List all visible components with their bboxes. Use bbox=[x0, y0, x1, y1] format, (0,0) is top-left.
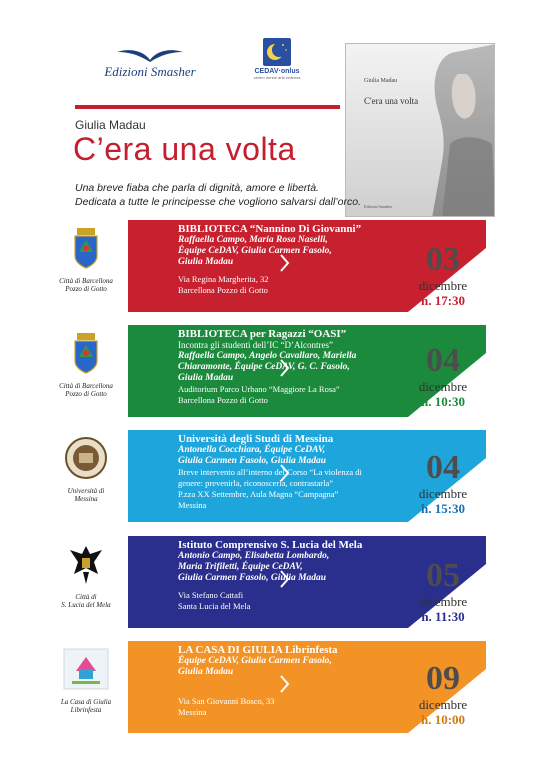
book-author: Giulia Madau bbox=[364, 78, 398, 84]
author-name: Giulia Madau bbox=[75, 118, 146, 132]
smasher-logo bbox=[90, 46, 210, 80]
event-details bbox=[178, 433, 418, 511]
event-address-2: Barcellona Pozzo di Gotto bbox=[178, 395, 268, 405]
event-date bbox=[403, 661, 483, 728]
partner-subtitle: centro donne anti violenza bbox=[253, 75, 301, 80]
event-date bbox=[403, 558, 483, 625]
event-people-1: Antonella Cocchiara, Équipe CeDAV, bbox=[178, 445, 326, 455]
event-people-3: Giulia Madau bbox=[178, 373, 234, 383]
event-address-1: Via San Giovanni Bosco, 33 bbox=[178, 696, 275, 706]
logo-caption-1: Città di Barcellona bbox=[59, 277, 113, 285]
event-logo bbox=[50, 226, 122, 293]
event-time: h. 15:30 bbox=[420, 501, 466, 516]
publisher-name: Edizioni Smasher bbox=[104, 64, 196, 79]
event-logo bbox=[50, 647, 122, 714]
event-address-1: Auditorium Parco Urbano “Maggiore La Rosa” bbox=[178, 384, 340, 394]
event-people-1: Équipe CeDAV, Giulia Carmen Fasolo, bbox=[178, 656, 332, 666]
logo-caption-1: Città di bbox=[75, 593, 97, 601]
tagline-line-2: Dedicata a tutte le principesse che vogliono salvarsi dall’orco. bbox=[75, 196, 361, 208]
event-address-2: genere: prevenirla, riconoscerla, contrastarla” bbox=[178, 478, 334, 488]
title-rule bbox=[75, 105, 340, 109]
event-venue: Università degli Studi di Messina bbox=[178, 433, 334, 445]
event-card bbox=[0, 430, 543, 522]
event-day: 04 bbox=[426, 449, 460, 486]
logo-caption-2: S. Lucia del Mela bbox=[61, 601, 111, 610]
event-venue: Istituto Comprensivo S. Lucia del Mela bbox=[178, 539, 363, 551]
logo-caption-2: Messina bbox=[74, 495, 98, 504]
partner-name: CEDAV bbox=[254, 68, 279, 75]
book-title: C'era una volta bbox=[364, 96, 419, 106]
event-people-3: Giulia Carmen Fasolo, Giulia Madau bbox=[178, 573, 327, 583]
event-venue: BIBLIOTECA “Nannino Di Giovanni” bbox=[178, 223, 362, 235]
event-intro: Incontra gli studenti dell’IC “D’Alcontres” bbox=[178, 340, 333, 350]
event-card bbox=[0, 641, 543, 733]
event-time: h. 10:30 bbox=[420, 394, 466, 409]
event-logo bbox=[50, 331, 122, 398]
event-date bbox=[403, 242, 483, 309]
smasher-wing-icon bbox=[115, 46, 185, 64]
casa-di-giulia-logo-icon bbox=[62, 647, 110, 691]
partner-suffix: onlus bbox=[280, 68, 300, 75]
event-people-1: Antonio Campo, Elisabetta Lombardo, bbox=[178, 551, 330, 561]
cedav-moon-icon bbox=[263, 38, 291, 66]
event-month: dicembre bbox=[418, 594, 468, 609]
event-address-1: Via Regina Margherita, 32 bbox=[178, 274, 269, 284]
event-address-2: Barcellona Pozzo di Gotto bbox=[178, 285, 268, 295]
event-logo bbox=[50, 542, 122, 609]
event-details bbox=[178, 539, 418, 612]
event-date bbox=[403, 343, 483, 410]
event-day: 05 bbox=[426, 557, 460, 594]
event-address-3: P.zza XX Settembre, Aula Magna “Campagna” bbox=[178, 489, 339, 499]
event-time: h. 17:30 bbox=[420, 293, 466, 308]
eagle-coat-of-arms-icon bbox=[68, 542, 104, 586]
event-address-2: Santa Lucia del Mela bbox=[178, 601, 251, 611]
event-venue: BIBLIOTECA per Ragazzi “OASI” bbox=[178, 328, 347, 340]
event-time: h. 10:00 bbox=[420, 712, 466, 727]
event-month: dicembre bbox=[418, 278, 468, 293]
event-time: h. 11:30 bbox=[421, 609, 465, 624]
book-publisher: Edizioni Smasher bbox=[364, 204, 393, 209]
page-title: C’era una volta bbox=[73, 131, 296, 167]
event-address-1: Via Stefano Cattafi bbox=[178, 590, 244, 600]
header-logos bbox=[0, 36, 340, 96]
event-address-1: Breve intervento all’interno del Corso “La violenza di bbox=[178, 467, 362, 477]
event-card bbox=[0, 325, 543, 417]
event-date bbox=[403, 450, 483, 517]
event-day: 09 bbox=[426, 660, 460, 697]
barcellona-coat-of-arms-icon bbox=[71, 331, 101, 375]
book-cover bbox=[345, 43, 495, 217]
event-logo bbox=[50, 436, 122, 503]
event-card bbox=[0, 536, 543, 628]
event-people-3: Giulia Madau bbox=[178, 257, 234, 267]
event-people-2: Giulia Madau bbox=[178, 667, 234, 677]
event-month: dicembre bbox=[418, 697, 468, 712]
logo-caption-2: Pozzo di Gotto bbox=[65, 390, 107, 399]
event-venue: LA CASA DI GIULIA Librinfesta bbox=[178, 644, 338, 656]
event-details bbox=[178, 328, 418, 406]
logo-caption-2: Librinfesta bbox=[70, 706, 102, 715]
tagline-line-1: Una breve fiaba che parla di dignità, amore e libertà. bbox=[75, 182, 319, 194]
logo-caption-1: La Casa di Giulia bbox=[60, 698, 112, 706]
logo-caption-1: Città di Barcellona bbox=[59, 382, 113, 390]
event-month: dicembre bbox=[418, 379, 468, 394]
event-people-2: Maria Trifiletti, Équipe CeDAV, bbox=[178, 562, 303, 572]
event-people-1: Raffaella Campo, Angelo Cavallaro, Mariella bbox=[178, 351, 357, 361]
event-people-2: Chiaramonte, Équipe CeDAV, G. C. Fasolo, bbox=[178, 362, 350, 372]
woman-silhouette-illustration bbox=[346, 44, 495, 217]
event-day: 04 bbox=[426, 342, 460, 379]
cedav-logo: CEDAV·onlus centro donne anti violenza bbox=[252, 38, 302, 80]
event-people-2: Équipe CeDAV, Giulia Carmen Fasolo, bbox=[178, 246, 332, 256]
barcellona-coat-of-arms-icon bbox=[71, 226, 101, 270]
event-details bbox=[178, 223, 418, 296]
event-people-2: Giulia Carmen Fasolo, Giulia Madau bbox=[178, 456, 327, 466]
university-seal-icon bbox=[64, 436, 108, 480]
logo-caption-2: Pozzo di Gotto bbox=[65, 285, 107, 294]
event-day: 03 bbox=[426, 241, 460, 278]
event-card bbox=[0, 220, 543, 312]
event-address-2: Messina bbox=[178, 707, 207, 717]
event-address-4: Messina bbox=[178, 500, 207, 510]
event-details bbox=[178, 644, 418, 718]
event-people-1: Raffaella Campo, Maria Rosa Naselli, bbox=[178, 235, 328, 245]
logo-caption-1: Università di bbox=[67, 487, 105, 495]
event-month: dicembre bbox=[418, 486, 468, 501]
